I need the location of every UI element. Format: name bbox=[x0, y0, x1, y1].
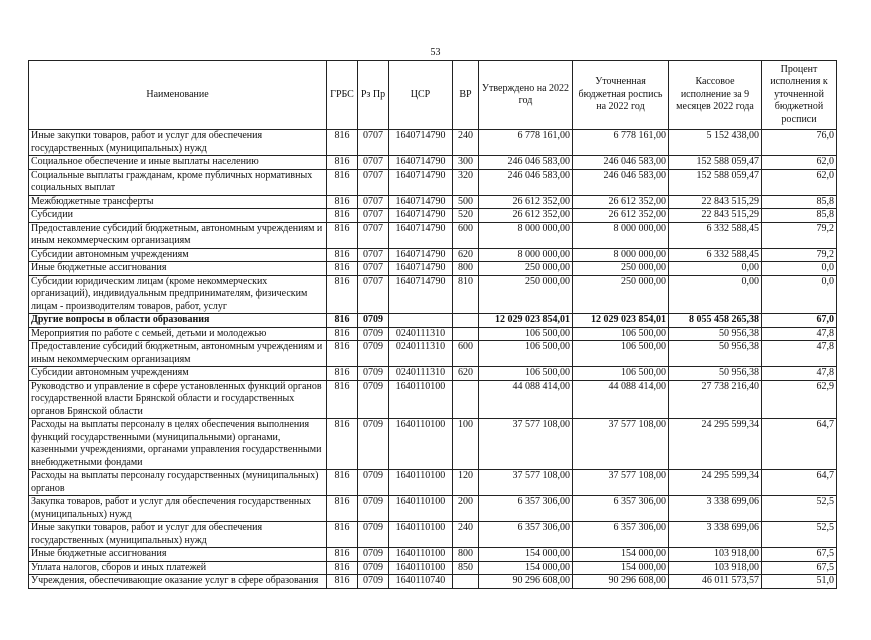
cell-cash: 152 588 059,47 bbox=[669, 156, 762, 170]
cell-grbs: 816 bbox=[327, 380, 358, 419]
header-vr: ВР bbox=[453, 61, 479, 130]
cell-vr: 620 bbox=[453, 248, 479, 262]
cell-approved: 250 000,00 bbox=[479, 262, 573, 276]
cell-vr: 200 bbox=[453, 496, 479, 522]
cell-csr: 1640714790 bbox=[389, 169, 453, 195]
header-grbs: ГРБС bbox=[327, 61, 358, 130]
cell-refined: 8 000 000,00 bbox=[573, 222, 669, 248]
cell-rzpr: 0709 bbox=[358, 314, 389, 328]
cell-percent: 47,8 bbox=[762, 327, 837, 341]
cell-refined: 154 000,00 bbox=[573, 548, 669, 562]
cell-percent: 76,0 bbox=[762, 130, 837, 156]
cell-csr: 1640110100 bbox=[389, 522, 453, 548]
table-row bbox=[29, 156, 837, 170]
cell-approved: 6 778 161,00 bbox=[479, 130, 573, 156]
cell-percent: 51,0 bbox=[762, 575, 837, 589]
cell-refined: 37 577 108,00 bbox=[573, 470, 669, 496]
cell-cash: 22 843 515,29 bbox=[669, 195, 762, 209]
cell-grbs: 816 bbox=[327, 522, 358, 548]
cell-vr: 520 bbox=[453, 209, 479, 223]
table-row bbox=[29, 419, 837, 470]
cell-vr: 300 bbox=[453, 156, 479, 170]
cell-percent: 62,0 bbox=[762, 156, 837, 170]
cell-rzpr: 0707 bbox=[358, 195, 389, 209]
cell-percent: 64,7 bbox=[762, 419, 837, 470]
cell-csr: 1640110100 bbox=[389, 561, 453, 575]
cell-cash: 0,00 bbox=[669, 262, 762, 276]
cell-refined: 26 612 352,00 bbox=[573, 209, 669, 223]
cell-rzpr: 0709 bbox=[358, 367, 389, 381]
cell-name: Уплата налогов, сборов и иных платежей bbox=[29, 561, 327, 575]
cell-refined: 106 500,00 bbox=[573, 327, 669, 341]
table-row bbox=[29, 496, 837, 522]
cell-approved: 106 500,00 bbox=[479, 327, 573, 341]
cell-approved: 246 046 583,00 bbox=[479, 169, 573, 195]
cell-refined: 246 046 583,00 bbox=[573, 169, 669, 195]
cell-rzpr: 0709 bbox=[358, 575, 389, 589]
header-name: Наименование bbox=[29, 61, 327, 130]
cell-refined: 106 500,00 bbox=[573, 341, 669, 367]
cell-grbs: 816 bbox=[327, 314, 358, 328]
table-row bbox=[29, 367, 837, 381]
cell-vr: 120 bbox=[453, 470, 479, 496]
table-row bbox=[29, 314, 837, 328]
table-row bbox=[29, 548, 837, 562]
table-row bbox=[29, 130, 837, 156]
cell-vr: 100 bbox=[453, 419, 479, 470]
cell-grbs: 816 bbox=[327, 561, 358, 575]
table-row bbox=[29, 262, 837, 276]
cell-name: Социальные выплаты гражданам, кроме публичных нормативных социальных выплат bbox=[29, 169, 327, 195]
cell-approved: 37 577 108,00 bbox=[479, 470, 573, 496]
cell-csr: 1640714790 bbox=[389, 130, 453, 156]
cell-approved: 8 000 000,00 bbox=[479, 222, 573, 248]
cell-rzpr: 0709 bbox=[358, 548, 389, 562]
cell-cash: 24 295 599,34 bbox=[669, 419, 762, 470]
cell-grbs: 816 bbox=[327, 169, 358, 195]
header-rzpr: Рз Пр bbox=[358, 61, 389, 130]
cell-cash: 3 338 699,06 bbox=[669, 522, 762, 548]
cell-name: Иные закупки товаров, работ и услуг для обеспечения государственных (муниципальных) нужд bbox=[29, 522, 327, 548]
cell-grbs: 816 bbox=[327, 209, 358, 223]
cell-percent: 52,5 bbox=[762, 496, 837, 522]
cell-refined: 90 296 608,00 bbox=[573, 575, 669, 589]
cell-rzpr: 0707 bbox=[358, 248, 389, 262]
table-row bbox=[29, 380, 837, 419]
header-cash: Кассовое исполнение за 9 месяцев 2022 года bbox=[669, 61, 762, 130]
cell-csr: 0240111310 bbox=[389, 367, 453, 381]
cell-rzpr: 0709 bbox=[358, 380, 389, 419]
cell-cash: 46 011 573,57 bbox=[669, 575, 762, 589]
cell-name: Межбюджетные трансферты bbox=[29, 195, 327, 209]
budget-execution-table bbox=[28, 60, 837, 589]
cell-rzpr: 0707 bbox=[358, 209, 389, 223]
table-row bbox=[29, 470, 837, 496]
header-percent: Процент исполнения к уточненной бюджетной росписи bbox=[762, 61, 837, 130]
table-row bbox=[29, 561, 837, 575]
cell-refined: 154 000,00 bbox=[573, 561, 669, 575]
cell-rzpr: 0707 bbox=[358, 222, 389, 248]
cell-grbs: 816 bbox=[327, 222, 358, 248]
cell-name: Субсидии bbox=[29, 209, 327, 223]
table-row bbox=[29, 195, 837, 209]
cell-vr: 240 bbox=[453, 130, 479, 156]
cell-approved: 154 000,00 bbox=[479, 548, 573, 562]
cell-csr: 1640110100 bbox=[389, 496, 453, 522]
cell-grbs: 816 bbox=[327, 275, 358, 314]
cell-name: Субсидии юридическим лицам (кроме некоммерческих организаций), индивидуальным предпринимателям, физическим лицам - производителям товаров, работ, услуг bbox=[29, 275, 327, 314]
table-row bbox=[29, 341, 837, 367]
cell-rzpr: 0709 bbox=[358, 496, 389, 522]
cell-refined: 6 357 306,00 bbox=[573, 522, 669, 548]
cell-rzpr: 0709 bbox=[358, 419, 389, 470]
cell-csr: 1640714790 bbox=[389, 195, 453, 209]
cell-vr: 850 bbox=[453, 561, 479, 575]
cell-approved: 6 357 306,00 bbox=[479, 522, 573, 548]
cell-refined: 8 000 000,00 bbox=[573, 248, 669, 262]
cell-grbs: 816 bbox=[327, 470, 358, 496]
table-row bbox=[29, 248, 837, 262]
cell-csr: 1640110100 bbox=[389, 419, 453, 470]
cell-cash: 22 843 515,29 bbox=[669, 209, 762, 223]
cell-approved: 154 000,00 bbox=[479, 561, 573, 575]
cell-cash: 5 152 438,00 bbox=[669, 130, 762, 156]
cell-rzpr: 0709 bbox=[358, 327, 389, 341]
cell-percent: 62,9 bbox=[762, 380, 837, 419]
cell-approved: 37 577 108,00 bbox=[479, 419, 573, 470]
cell-csr: 1640714790 bbox=[389, 275, 453, 314]
cell-vr: 800 bbox=[453, 548, 479, 562]
cell-name: Иные бюджетные ассигнования bbox=[29, 548, 327, 562]
cell-approved: 12 029 023 854,01 bbox=[479, 314, 573, 328]
cell-name: Предоставление субсидий бюджетным, автономным учреждениям и иным некоммерческим организациям bbox=[29, 222, 327, 248]
table-row bbox=[29, 275, 837, 314]
table-header-row bbox=[29, 61, 837, 130]
cell-cash: 50 956,38 bbox=[669, 341, 762, 367]
cell-approved: 250 000,00 bbox=[479, 275, 573, 314]
cell-approved: 26 612 352,00 bbox=[479, 195, 573, 209]
cell-percent: 47,8 bbox=[762, 367, 837, 381]
cell-vr: 240 bbox=[453, 522, 479, 548]
cell-refined: 6 778 161,00 bbox=[573, 130, 669, 156]
cell-refined: 6 357 306,00 bbox=[573, 496, 669, 522]
cell-csr: 1640110100 bbox=[389, 380, 453, 419]
cell-percent: 47,8 bbox=[762, 341, 837, 367]
cell-refined: 250 000,00 bbox=[573, 275, 669, 314]
cell-vr bbox=[453, 380, 479, 419]
cell-refined: 26 612 352,00 bbox=[573, 195, 669, 209]
header-approved: Утверждено на 2022 год bbox=[479, 61, 573, 130]
cell-percent: 67,5 bbox=[762, 561, 837, 575]
cell-approved: 106 500,00 bbox=[479, 367, 573, 381]
cell-csr: 1640714790 bbox=[389, 262, 453, 276]
cell-grbs: 816 bbox=[327, 496, 358, 522]
cell-name: Расходы на выплаты персоналу государственных (муниципальных) органов bbox=[29, 470, 327, 496]
page-number: 53 bbox=[430, 47, 441, 58]
table-body bbox=[29, 130, 837, 589]
cell-grbs: 816 bbox=[327, 341, 358, 367]
cell-cash: 103 918,00 bbox=[669, 561, 762, 575]
cell-percent: 62,0 bbox=[762, 169, 837, 195]
cell-approved: 246 046 583,00 bbox=[479, 156, 573, 170]
cell-approved: 8 000 000,00 bbox=[479, 248, 573, 262]
cell-vr bbox=[453, 575, 479, 589]
cell-name: Другие вопросы в области образования bbox=[29, 314, 327, 328]
cell-percent: 52,5 bbox=[762, 522, 837, 548]
cell-csr: 0240111310 bbox=[389, 327, 453, 341]
cell-grbs: 816 bbox=[327, 327, 358, 341]
cell-rzpr: 0707 bbox=[358, 169, 389, 195]
cell-refined: 246 046 583,00 bbox=[573, 156, 669, 170]
cell-percent: 79,2 bbox=[762, 222, 837, 248]
cell-refined: 37 577 108,00 bbox=[573, 419, 669, 470]
cell-cash: 3 338 699,06 bbox=[669, 496, 762, 522]
cell-vr: 800 bbox=[453, 262, 479, 276]
cell-name: Закупка товаров, работ и услуг для обеспечения государственных (муниципальных) нужд bbox=[29, 496, 327, 522]
table-row bbox=[29, 222, 837, 248]
cell-cash: 6 332 588,45 bbox=[669, 222, 762, 248]
table-row bbox=[29, 327, 837, 341]
header-refined: Уточненная бюджетная роспись на 2022 год bbox=[573, 61, 669, 130]
cell-csr: 1640714790 bbox=[389, 222, 453, 248]
cell-name: Руководство и управление в сфере установленных функций органов государственной власти Брянской области и государственных органов Брянской области bbox=[29, 380, 327, 419]
cell-approved: 90 296 608,00 bbox=[479, 575, 573, 589]
cell-refined: 12 029 023 854,01 bbox=[573, 314, 669, 328]
cell-rzpr: 0709 bbox=[358, 561, 389, 575]
cell-refined: 106 500,00 bbox=[573, 367, 669, 381]
cell-vr bbox=[453, 314, 479, 328]
cell-rzpr: 0707 bbox=[358, 156, 389, 170]
cell-percent: 85,8 bbox=[762, 209, 837, 223]
cell-grbs: 816 bbox=[327, 248, 358, 262]
cell-vr: 320 bbox=[453, 169, 479, 195]
cell-cash: 50 956,38 bbox=[669, 327, 762, 341]
cell-percent: 67,5 bbox=[762, 548, 837, 562]
table-row bbox=[29, 209, 837, 223]
header-csr: ЦСР bbox=[389, 61, 453, 130]
cell-grbs: 816 bbox=[327, 156, 358, 170]
cell-grbs: 816 bbox=[327, 367, 358, 381]
cell-vr: 620 bbox=[453, 367, 479, 381]
cell-cash: 6 332 588,45 bbox=[669, 248, 762, 262]
cell-approved: 44 088 414,00 bbox=[479, 380, 573, 419]
cell-approved: 26 612 352,00 bbox=[479, 209, 573, 223]
cell-percent: 85,8 bbox=[762, 195, 837, 209]
cell-rzpr: 0709 bbox=[358, 341, 389, 367]
cell-name: Иные закупки товаров, работ и услуг для обеспечения государственных (муниципальных) нужд bbox=[29, 130, 327, 156]
cell-rzpr: 0707 bbox=[358, 262, 389, 276]
cell-grbs: 816 bbox=[327, 548, 358, 562]
cell-grbs: 816 bbox=[327, 130, 358, 156]
cell-approved: 6 357 306,00 bbox=[479, 496, 573, 522]
cell-csr: 1640714790 bbox=[389, 156, 453, 170]
cell-name: Расходы на выплаты персоналу в целях обеспечения выполнения функций государственными (муниципальными) органами, казенными учреждениями, органами управления государственными внебюджетными фондами bbox=[29, 419, 327, 470]
cell-vr: 500 bbox=[453, 195, 479, 209]
table-row bbox=[29, 575, 837, 589]
cell-grbs: 816 bbox=[327, 419, 358, 470]
cell-cash: 152 588 059,47 bbox=[669, 169, 762, 195]
cell-name: Учреждения, обеспечивающие оказание услуг в сфере образования bbox=[29, 575, 327, 589]
cell-percent: 64,7 bbox=[762, 470, 837, 496]
cell-vr bbox=[453, 327, 479, 341]
cell-name: Иные бюджетные ассигнования bbox=[29, 262, 327, 276]
cell-name: Субсидии автономным учреждениям bbox=[29, 367, 327, 381]
cell-rzpr: 0709 bbox=[358, 522, 389, 548]
cell-refined: 44 088 414,00 bbox=[573, 380, 669, 419]
cell-csr: 1640110100 bbox=[389, 470, 453, 496]
cell-cash: 103 918,00 bbox=[669, 548, 762, 562]
cell-rzpr: 0709 bbox=[358, 470, 389, 496]
cell-grbs: 816 bbox=[327, 262, 358, 276]
cell-vr: 810 bbox=[453, 275, 479, 314]
cell-cash: 50 956,38 bbox=[669, 367, 762, 381]
cell-csr: 1640110100 bbox=[389, 548, 453, 562]
cell-approved: 106 500,00 bbox=[479, 341, 573, 367]
cell-name: Социальное обеспечение и иные выплаты населению bbox=[29, 156, 327, 170]
cell-name: Предоставление субсидий бюджетным, автономным учреждениям и иным некоммерческим организациям bbox=[29, 341, 327, 367]
table-row bbox=[29, 169, 837, 195]
cell-name: Мероприятия по работе с семьей, детьми и молодежью bbox=[29, 327, 327, 341]
cell-rzpr: 0707 bbox=[358, 275, 389, 314]
cell-percent: 67,0 bbox=[762, 314, 837, 328]
cell-vr: 600 bbox=[453, 222, 479, 248]
cell-name: Субсидии автономным учреждениям bbox=[29, 248, 327, 262]
cell-percent: 79,2 bbox=[762, 248, 837, 262]
cell-cash: 8 055 458 265,38 bbox=[669, 314, 762, 328]
cell-vr: 600 bbox=[453, 341, 479, 367]
cell-cash: 0,00 bbox=[669, 275, 762, 314]
cell-percent: 0,0 bbox=[762, 262, 837, 276]
cell-csr bbox=[389, 314, 453, 328]
cell-cash: 27 738 216,40 bbox=[669, 380, 762, 419]
cell-refined: 250 000,00 bbox=[573, 262, 669, 276]
cell-percent: 0,0 bbox=[762, 275, 837, 314]
table-row bbox=[29, 522, 837, 548]
cell-rzpr: 0707 bbox=[358, 130, 389, 156]
cell-grbs: 816 bbox=[327, 195, 358, 209]
cell-csr: 1640714790 bbox=[389, 248, 453, 262]
cell-grbs: 816 bbox=[327, 575, 358, 589]
cell-csr: 1640714790 bbox=[389, 209, 453, 223]
cell-csr: 1640110740 bbox=[389, 575, 453, 589]
cell-cash: 24 295 599,34 bbox=[669, 470, 762, 496]
cell-csr: 0240111310 bbox=[389, 341, 453, 367]
